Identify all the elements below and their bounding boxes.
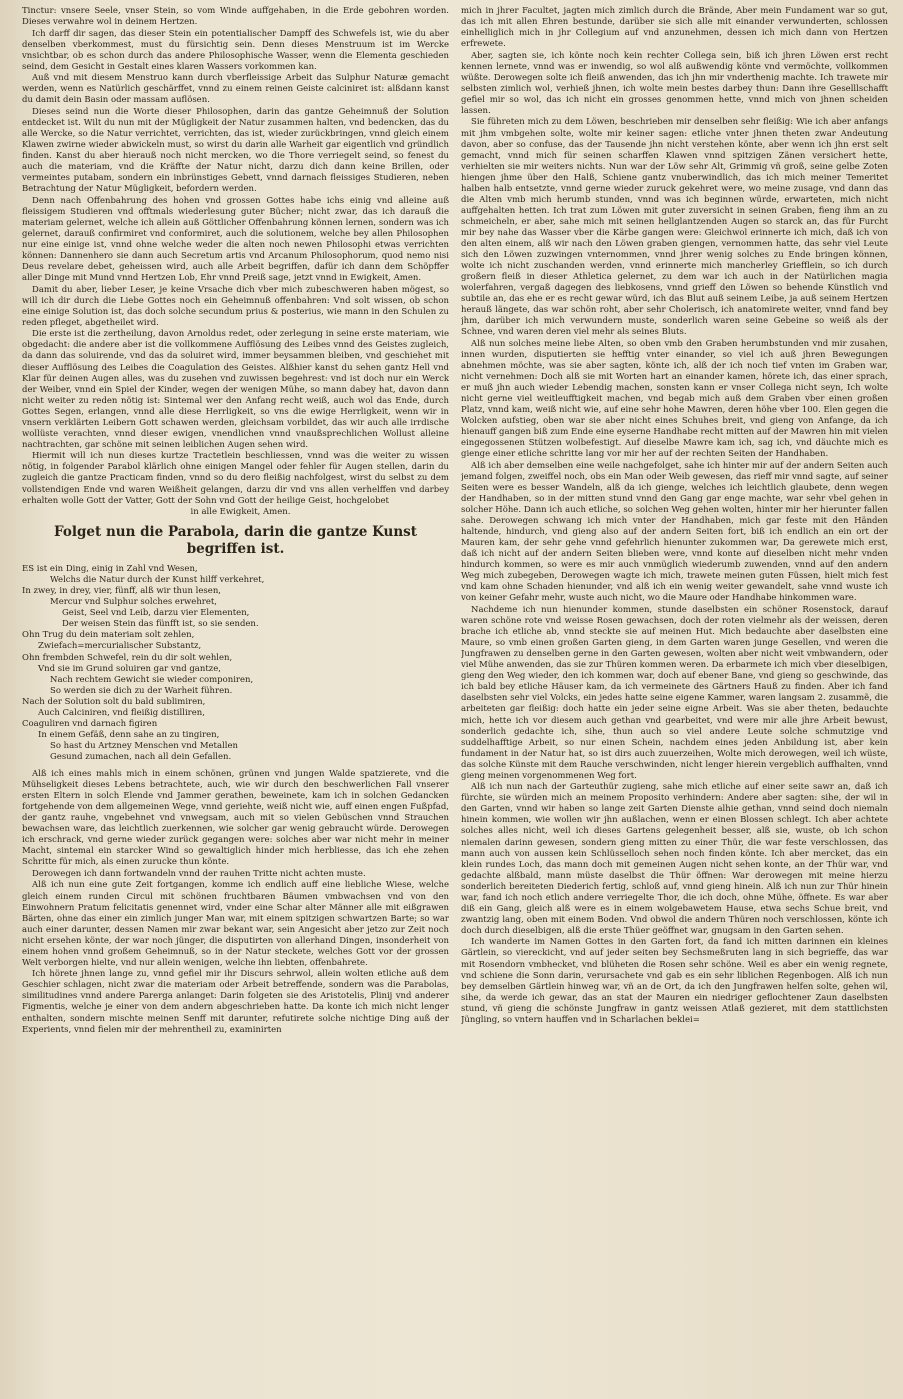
verse-line: Nach der Solution solt du bald sublimiren,: [22, 696, 206, 707]
paragraph: Damit du aber, lieber Leser, je keine Vrsache dich vber mich zubeschweren haben mögest, so will ich dir durch die Liebe Gottes noch ein Geheimnuß offenbahren: Vnd solt wissen, ob schon eine einige Solution ist, das doch solche secundum prius & posterius, wie mann in den Schulen zu reden pfleget, abgetheilet wird.: [22, 284, 449, 328]
paragraph: Tinctur: vnsere Seele, vnser Stein, so vom Winde auffgehaben, in die Erde gebohren worden. Dieses verwahre wol in deinem Hertzen.: [22, 6, 449, 28]
paragraph: Auß vnd mit diesem Menstruo kann durch vberfleissige Arbeit das Sulphur Naturæ gemacht werden, wenn es Natürlich geschärffet, vnnd zu einem reinen Geiste calciniret ist: alßdann kanst du damit dein Basin oder massam auflösen.: [22, 73, 449, 106]
paragraph: Die erste ist die zertheilung, davon Arnoldus redet, oder zerlegung in seine erste materiam, wie obgedacht: die andere aber ist die vollkommene Aufflösung des Leibes vnnd des Geistes zugleich, da dann das soluirende, vnd das da soluiret wird, immer beysammen bleiben, vnd geschiehet mit dieser Aufflösung des Leibes die Coagulation des Geistes. Alßhier kanst du sehen gantz Hell vnd Klar für deinen Augen alles, was du zusehen vnd zuwissen begehrest: vnd ist doch nur ein Werck der Weiber, vnnd ein Spiel der Kinder, wegen der wenigen Mühe, so mann dabey hat, davon dann nicht weiter zu reden nötig ist: Sintemal wer den Anfang recht weiß, auch wol das Ende, durch Gottes Segen, erlangen, vnnd alle diese Herrligkeit, so vns die ewige Herrligkeit, wenn wir in vnsern verklärten Leibern Gott schawen werden, gleichsam vorbildet, das wir auch alle irrdische wollüste verachten, vnnd dieser ewigen, vnendlichen vnnd vnaußsprechlichen Wollust alleine nachtrachten, gar schöne mit seinen leiblichen Augen sehen wird.: [22, 329, 449, 450]
paragraph: Ich hörete jhnen lange zu, vnnd gefiel mir ihr Discurs sehrwol, allein wolten etliche auß dem Geschier schlagen, nicht zwar die materiam oder Arbeit betreffende, sondern was die Parabolas, similitudines vnnd andere Parerga anlanget: Darin folgeten sie des Aristotelis, Plinij vnd anderer Figmentis, welche je einer von dem andern abgeschrieben hatte. Da konte ich mich nicht lenger enthalten, sondern mischte meinen Senff mit darunter, refutirete solche nichtige Ding auß der Experients, vnnd fielen mir der mehrentheil zu, examinirten: [22, 969, 449, 1035]
verse-line: Zwiefach=mercurialischer Substantz,: [38, 641, 202, 652]
verse-line: Auch Calciniren, vnd fleißig distilliren,: [38, 707, 205, 718]
paragraph: Alß ich aber demselben eine weile nachgefolget, sahe ich hinter mir auf der andern Seiten auch jemand folgen, zweiffel noch, obs ein Man oder Weib gewesen, das rieff mir vnnd sagte, auf seiner Seiten were es besser Wandeln, alß da ich gienge, welches ich leichtlich glaubete, denn wegen der Handhaben, so in der mitten stund vnnd den Gang gar enge machte, war sehr vbel gehen in solcher Höhe. Dann ich auch etliche, so solchen Weg gehen wolten, hinter mir her hierunter fallen sahe. Derowegen schwang ich mich vnter der Handhaben, mich gar feste mit den Händen haltende, hindurch, vnd gieng also auf der andern Seiten fort, biß ich endlich an ein ort der Mauren kam, der sehr gehe vnnd gefehrlich hienunter zukommen war, Da gerewete mich erst, daß ich nicht auf der andern Seiten blieben were, vnnd konte auf dieselben nicht mehr vnden hindurch kommen, so were es mir auch vnmüglich wiederumb zuwenden, vnnd auf den andern Weg mich zubegeben, Derowegen wagte ich mich, trawete meinen guten Füssen, hielt mich fest vnd kam ohne Schaden hienunder, vnd alß ich ein wenig weiter gewandelt, sahe vnnd wuste ich von keiner Gefahr mehr, wuste auch nicht, wo die Maure oder Handhabe hinkommen ware.: [461, 460, 888, 604]
right-column: [461, 6, 888, 1393]
left-column: [22, 6, 449, 1393]
verse-line: Welchs die Natur durch der Kunst hilff verkehret,: [50, 575, 265, 586]
paragraph: Ich darff dir sagen, das dieser Stein ein potentialischer Dampff des Schwefels ist, wie du aber denselben vberkommest, must du fürsichtig sein. Denn dieses Menstruum ist im Wercke vnsichtbar, ob es schon durch das andere Philosophische Wasser, wenn die Elementa geschieden seind, dem Gesicht in Gestalt eines klaren Wassers vorkommen kan.: [22, 28, 449, 72]
paragraph: Alß ich eines mahls mich in einem schönen, grünen vnd jungen Walde spatzierete, vnd die Mühseligkeit dieses Lebens betrachtete, auch, wie wir durch den beschwerlichen Fall vnserer ersten Eltern in solch Elende vnd Jammer gerathen, beweinete, kam ich in solchen Gedancken fortgehende von dem allgemeinen Wege, vnnd geriehte, weiß nicht wie, auff einen engen Fußpfad, der gantz rauhe, vngebehnet vnd vnwegsam, auch mit so vielen Gebüschen vnnd Strauchen bewachsen ware, das leichtlich zuerkennen, wie solcher gar wenig gebraucht würde. Derowegen ich erschrack, vnd gerne wieder zurück gegangen were: solches aber war nicht mehr in meiner Macht, sintemal ein starcker Wind so gewaltiglich hinder mich herbliesse, das ich ehe zehen Schritte für mich, als einen zurucke thun könte.: [22, 769, 449, 868]
paragraph: Alß ich nun nach der Garteuthür zugieng, sahe mich etliche auf einer seite sawr an, daß ich fürchte, sie würden mich an meinem Proposito verhindern: Andere aber sagten: sihe, der wil in den Garten, vnnd wir haben so lange zeit Garten Dienste alhie gethan, vnnd seind doch niemaln hinein kommen, wie wollen wir jhn außlachen, wenn er einen Blossen schlegt. Ich aber achtete solches alles nicht, weil ich dieses Gartens gelegenheit besser, alß sie, wuste, ob ich schon niemalen darinn gewesen, sondern gieng mitten zu einer Thür, die war feste verschlossen, das mann auch von aussen kein Schlüsselloch sehen noch finden könte. Ich aber mercket, das ein klein rundes Loch, das mann doch mit gemeinen Augen nicht sehen konte, an der Thür war, vnd gedachte alßbald, mann müste daselbst die Thür öffnen: War derowegen mit meine hierzu sonderlich bereiteten Diederich fertig, schloß auf, vnnd gieng hinein. Alß ich nun zur Thür hinein war, fand ich noch etlich andere verriegelte Thor, die ich doch, ohne Mühe, öffnete. Es war aber diß ein Gang, gleich alß were es in einem wolgebawetem Hause, etwa sechs Schue breit, vnd zwantzig lang, oben mit einem Boden. Vnd obwol die andern Thüren noch verschlossen, könte ich doch durch dieselbigen, alß die erste Thüer geöffnet war, gnugsam in den Garten sehen.: [461, 782, 888, 936]
paragraph: Aber, sagten sie, ich könte noch kein rechter Collega sein, biß ich jhren Löwen erst recht kennen lernete, vnnd was er inwendig, so wol alß außwendig könte vnd vermöchte, vollkommen wüßte. Derowegen solte ich fleiß anwenden, das ich jhn mir vnderthenig machte. Ich trawete mir selbsten zimlich wol, verhieß jhnen, ich wolte mein bestes darbey thun: Dann ihre Geselllschafft gefiel mir so wol, das ich nicht ein grosses genommen hette, vnnd mich von jhnen scheiden lassen.: [461, 50, 888, 116]
verse-line: ES ist ein Ding, einig in Zahl vnd Wesen,: [22, 564, 198, 575]
paragraph: Alß nun solches meine liebe Alten, so oben vmb den Graben herumbstunden vnd mir zusahen, innen wurden, disputierten sie hefftig vnter einander, so viel ich auß jhren Bewegungen abnehmen möchte, was sie aber sagten, könte ich, alß der ich noch tief vnten im Graben war, nicht vernehmen: Doch alß sie mit Worten hart an einander kamen, hörete ich, das einer sprach, er muß jhn auch wieder Lebendig machen, sonsten kann er vnser Collega nicht seyn, Ich wolte nicht gerne viel weitleufftigkeit machen, vnd begab mich auß dem Graben vber einen großen Platz, vnnd kam, weiß nicht wie, auf eine sehr hohe Mawren, deren höhe vber 100. Elen gegen die Wolcken aufstieg, oben war sie aber nicht eines Schuhes breit, vnd gieng von Anfange, da ich hienauff gangen biß zum Ende eine eyserne Handhabe recht mitten auf der Mawren hin mit vielen eingegossenen Stützen wolbefestigt. Auf dieselbe Mawre kam ich, sag ich, vnd däuchte mich es gienge einer etliche schritte lang vor mir her auf der rechten Seiten der Handhaben.: [461, 338, 888, 460]
verse-line: Nach rechtem Gewicht sie wieder componiren,: [50, 674, 254, 685]
closing-line: in alle Ewigkeit, Amen.: [190, 507, 291, 518]
verse-line: Coaguliren vnd darnach figiren: [22, 718, 158, 729]
verse-line: So hast du Artzney Menschen vnd Metallen: [50, 740, 238, 751]
verse-line: Gesund zumachen, nach all dein Gefallen.: [50, 751, 232, 762]
paragraph: Dieses seind nun die Worte dieser Philosophen, darin das gantze Geheimnuß der Solution entdecket ist. Wilt du nun mit der Mügligkeit der Natur zusammen halten, vnd bedencken, das du alle Wercke, so die Natur verrichtet, verrichten, das ist, wieder zurückbringen, vnnd gleich einem Klawen zwirne wieder abwickeln must, so wirst du darin alle Warheit gar eigentlich vnd gründlich finden. Kanst du aber hierauß noch nicht mercken, wo die Thore verriegelt seind, so fenest du auch die materiam, vnd die Kräffte der Natur nicht, darzu dich dann keine Brillen, oder vermeintes putabam, sondern ein inbrünstiges Gebett, vnnd darnach fleissiges Studieren, neben Betrachtung der Natur Mügligkeit, befordern werden.: [22, 106, 449, 195]
parable-heading: Folget nun die Parabola, darin die gantze Kunst begriffen ist.: [54, 524, 417, 558]
paragraph: mich in jhrer Facultet, jagten mich zimlich durch die Brände, Aber mein Fundament war so gut, das ich mit allen Ehren bestunde, darüber sie sich alle mit einander verwunderten, schlossen einhelliglich mich in jhr Collegium auf vnd anzunehmen, dessen ich mich dann von Hertzen erfrewete.: [461, 6, 888, 50]
verse-line: So werden sie dich zu der Warheit führen.: [50, 685, 233, 696]
verse-line: Ohn frembden Schwefel, rein du dir solt wehlen,: [22, 652, 233, 663]
verse-line: Der weisen Stein das fünfft ist, so sie senden.: [62, 619, 259, 630]
paragraph: Alß ich nun eine gute Zeit fortgangen, komme ich endlich auff eine liebliche Wiese, welche gleich einem runden Circul mit schönen fruchtbaren Bäumen vmbwachsen vnd von den Einwohnern Pratum felicitatis genennet wird, vnder eine Schar alter Männer alle mit eißgrawen Bärten, ohne das einer ein zimlich junger Man war, mit einem spitzigen schwartzen Barte; so war auch einer darunter, dessen Namen mir zwar bekant war, sein Angesicht aber jetzo zur Zeit noch nicht ersehen könte, der war noch jünger, die disputirten von allerhand Dingen, insonderheit von einem hohen vnnd großem Geheimnuß, so in der Natur steckete, welches Gott vor der grossen Welt verborgen hielte, vnd nur allein wenigen, welche ihn liebten, offenbahrete.: [22, 880, 449, 968]
verse-line: Ohn Trug du dein materiam solt zehlen,: [22, 630, 195, 641]
paragraph: Denn nach Offenbahrung des hohen vnd grossen Gottes habe ichs einig vnd alleine auß fleissigem Studieren vnd offtmals wiederlesung guter Bücher; nicht zwar, das ich darauß die materiam gelernet, welche ich allein auß Göttlicher Offenbahrung können lernen, sondern was ich gelernet, darauß confirmiret vnd conformiret, auch die solutionem, welche bey allen Philosophen nur eine einige ist, vnnd ohne welche weder die alten noch newen Philosophi etwas verrichten können: Dannenhero sie dann auch Secretum artis vnd Arcanum Philosophorum, quod nemo nisi Deus revelare debet, geheissen wird, auch alle Arbeit begriffen, dafür ich dann dem Schöpffer aller Dinge mit Mund vnnd Hertzen Lob, Ehr vnnd Preiß sage, jetzt vnnd in Ewigkeit, Amen.: [22, 195, 449, 284]
left-top-paragraphs: [22, 6, 449, 518]
paragraph: Ich wanderte im Namen Gottes in den Garten fort, da fand ich mitten darinnen ein kleines Gärtlein, so viereckicht, vnd auf jeder seiten bey Sechsmeßruten lang in sich begrieffe, das war mit Rosendorn vmbhecket, vnd blüheten die Rosen sehr schöne. Weil es aber ein wenig regnete, vnd schiene die Sonn darin, verursachete vnd gab es ein sehr liblichen Regenbogen. Alß ich nun bey demselben Gärtlein hinweg war, vñ an de Ort, da ich den Jungfrawen helfen solte, gehen wil, sihe, da werde ich gewar, das an stat der Mauren ein niedriger geflochtener Zaun daselbsten stund, vñ gieng die schönste Jungfraw in gantz weissen Atlaß gezieret, mit dem stattlichsten Jüngling, so vntern hauffen vnd in Scharlachen beklei=: [461, 937, 888, 1025]
verse-line: Geist, Seel vnd Leib, darzu vier Elementen,: [62, 608, 250, 619]
paragraph: Sie führeten mich zu dem Löwen, beschrieben mir denselben sehr fleißig: Wie ich aber anfangs mit jhm vmbgehen solte, wolte mir keiner sagen: etliche vnter jhnen theten zwar Andeutung davon, aber so confuse, das der Tausende jhn nicht verstehen könte, aber wenn ich jhn erst selt gemacht, vnnd mich für seinen scharffen Klawen vnnd spitzigen Zänen versichert hette, verhielten sie mir weiters nichts. Nun war der Löw sehr Alt, Grimmig vñ groß, seine gelbe Zoten hiengen jhme über den Halß, Schiene gantz vnuberwindlich, das ich mich meiner Temeritet halben halb entsetzte, vnnd gerne wieder zuruck gekehret were, wo meine zusage, vnd dann das die Alten vmb mich herumb stunden, vnnd was ich beginnen würde, erwarteten, mich nicht auffgehalten hetten. Ich trat zum Löwen mit guter zuversicht in seinen Graben, fieng ihm an zu schmeicheln, er aber, sahe mich mit seinen hellglantzenden Augen so starck an, das für Furcht mir bey nahe das Wasser vber die Kärbe gangen were: Gleichwol erinnerte ich mich, daß ich von den alten einem, alß wir nach den Löwen graben giengen, vernommen hatte, das sehr viel Leute sich den Löwen zuzwingen vnternommen, vnnd jhrer wenig solches zu Ende bringen können, wolte ich nicht zuschanden werden, vnnd erinnerte mich mancherley Griefflein, so ich durch großern fleiß in dieser Athletica gelernet, zu dem war ich auch in der Natürlichen magia wolerfahren, vergaß dagegen des liebkosens, vnnd grieff den Löwen so behende Künstlich vnd subtile an, das ehe er es recht gewar würd, ich das Blut auß seinem Leibe, ja auß seinem Hertzen herauß längete, das war schön roht, aber sehr Cholerisch, ich anatomirete weiter, vnnd fand bey jhm, darüber ich mich verwundern muste, sonderlich waren seine Gebeine so weiß als der Schnee, vnd waren deren viel mehr als seines Bluts.: [461, 117, 888, 338]
verse-line: In einem Gefäß, denn sahe an zu tingiren,: [38, 729, 220, 740]
verse-line: In zwey, in drey, vier, fünff, alß wir thun lesen,: [22, 586, 222, 597]
verse-line: Vnd sie im Grund soluiren gar vnd gantze,: [38, 663, 221, 674]
paragraph: Derowegen ich dann fortwandeln vnnd der rauhen Tritte nicht achten muste.: [32, 868, 366, 879]
paragraph: Hiermit will ich nun dieses kurtze Tractetlein beschliessen, vnnd was die weiter zu wissen nötig, in folgender Parabol klärlich ohne einigen Mangel oder fehler für Augen stellen, darin du zugleich die gantze Practicam finden, vnnd so du dero fleißig nachfolgest, wirst du selbst zu dem vollstendigen Ende vnd waren Weißheit gelangen, darzu dir vnd vns allen verhelffen vnd darbey erhalten wolle Gott der Vatter, Gott der Sohn vnd Gott der heilige Geist, hochgelobet: [22, 451, 449, 506]
verse-line: Mercur vnd Sulphur solches erwehret,: [50, 597, 217, 608]
paragraph: Nachdeme ich nun hienunder kommen, stunde daselbsten ein schöner Rosenstock, darauf waren schöne rote vnd weisse Rosen gewachsen, doch der roten vielmehr als der weissen, deren brache ich etliche ab, vnnd steckte sie auf meinen Hut. Mich bedauchte aber daselbsten eine Maure, so vmb einen großen Garten gieng, in dem Garten waren junge Gesellen, vnd weren die Jungfrawen zu denselben gerne in den Garten gewesen, wolten aber nicht weit vmbwandern, oder viel Mühe anwenden, das sie zur Thüren kommen weren. Da erbarmete ich mich vber dieselbigen, gieng den Weg wieder, den ich kommen war, doch auf ebener Bane, vnd gieng so geschwinde, das ich bald bey etliche Häuser kam, da ich vermeinete des Gärtners Hauß zu finden. Aber ich fand daselbsten sehr viel Volcks, ein jedes hatte seine eigene Kammer, waren langsam 2. zusammẽ, die arbeiteten gar fleißig: doch hatte ein jeder seine eigne Arbeit. Was sie aber theten, bedauchte mich, hette ich vor diesem auch gethan vnd gearbeitet, vnd were mir alle jhre Arbeit bewust, sonderlich gedachte ich, sihe, thun auch so viel andere Leute solche schmutzige vnd suddelhafftige Arbeit, so nur einen Schein, nachdem eines jeden Anbildung ist, aber kein fundament in der Natur hat, so ist dirs auch zuuerzeihen, Wolte mich derowegen, weil ich wüste, das solche Künste mit dem Rauche verschwinden, nicht lenger hierein vergeblich auffhalten, vnnd gieng meinen vorgenommenen Weg fort.: [461, 605, 888, 781]
parable-verse: [22, 564, 449, 763]
left-bottom-paragraphs: [22, 769, 449, 1036]
text-columns: [22, 6, 891, 1393]
